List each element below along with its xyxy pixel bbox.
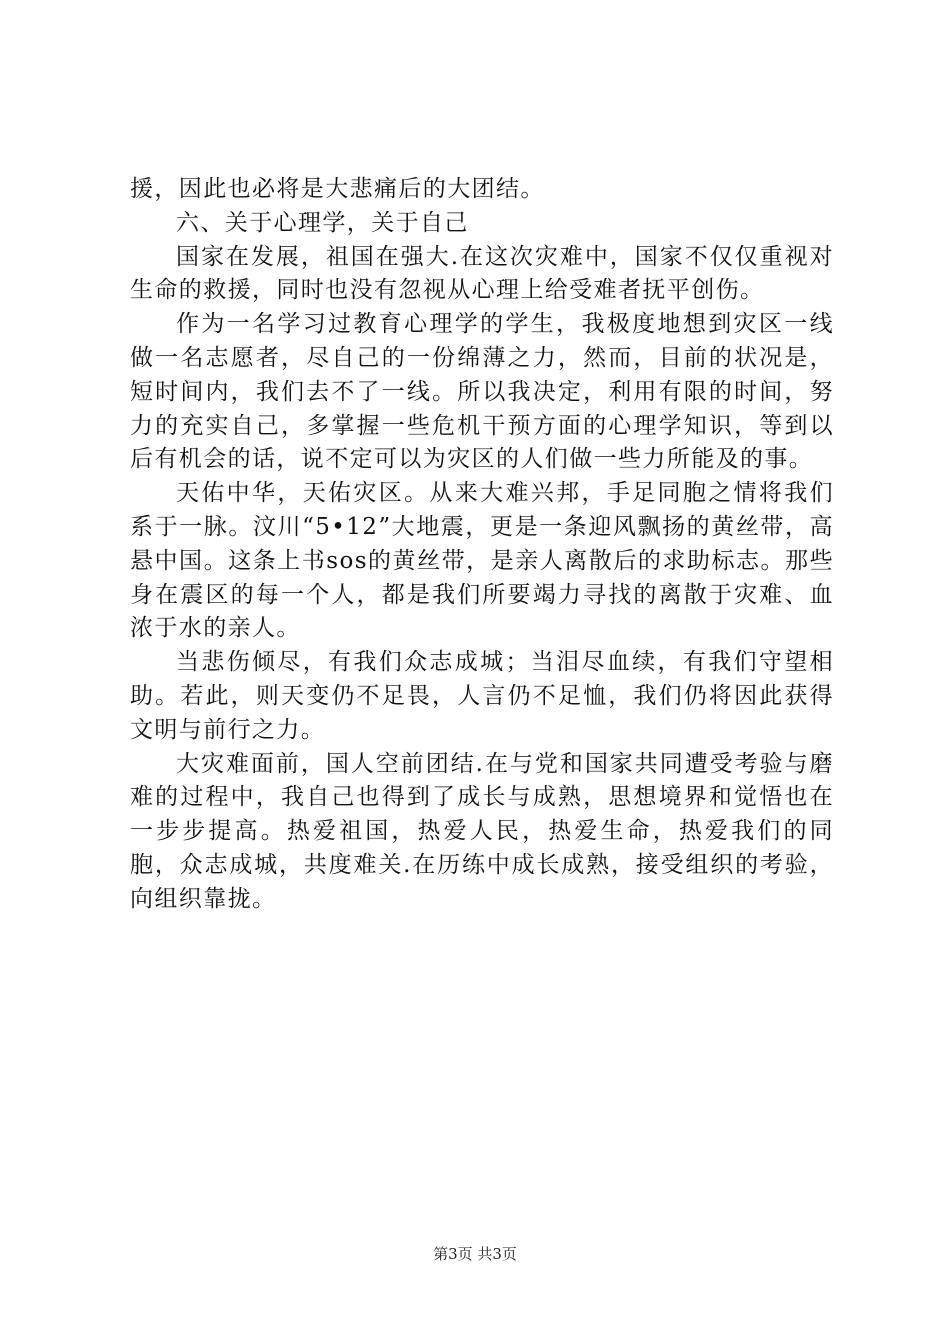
section-heading: 六、关于心理学，关于自己 <box>176 209 469 236</box>
document-body <box>130 173 834 917</box>
paragraph: 天佑中华，天佑灾区。从来大难兴邦，手足同胞之情将我们系于一脉。汶川“5•12”大地震，更是一条迎风飘扬的黄丝带，高悬中国。这条上书sos的黄丝带，是亲人离散后的求助标志。那些身在震区的每一个人，都是我们所要竭力寻找的离散于灾难、血浓于水的亲人。 <box>130 480 834 642</box>
paragraph: 当悲伤倾尽，有我们众志成城；当泪尽血续，有我们守望相助。若此，则天变仍不足畏，人言仍不足恤，我们仍将因此获得文明与前行之力。 <box>130 649 834 743</box>
paragraph-continuation: 援，因此也必将是大悲痛后的大团结。 <box>130 176 545 202</box>
paragraph: 大灾难面前，国人空前团结.在与党和国家共同遭受考验与磨难的过程中，我自己也得到了成长与成熟，思想境界和觉悟也在一步步提高。热爱祖国，热爱人民，热爱生命，热爱我们的同胞，众志成城，共度难关.在历练中成长成熟，接受组织的考验，向组织靠拢。 <box>130 750 834 912</box>
page-footer <box>0 1244 950 1264</box>
paragraph: 国家在发展，祖国在强大.在这次灾难中，国家不仅仅重视对生命的救援，同时也没有忽视从心理上给受难者抚平创伤。 <box>130 243 834 304</box>
paragraph: 作为一名学习过教育心理学的学生，我极度地想到灾区一线做一名志愿者，尽自己的一份绵薄之力，然而，目前的状况是，短时间内，我们去不了一线。所以我决定，利用有限的时间，努力的充实自己，多掌握一些危机干预方面的心理学知识，等到以后有机会的话，说不定可以为灾区的人们做一些力所能及的事。 <box>130 311 834 473</box>
page-number-label: 第3页 共3页 <box>433 1245 517 1263</box>
